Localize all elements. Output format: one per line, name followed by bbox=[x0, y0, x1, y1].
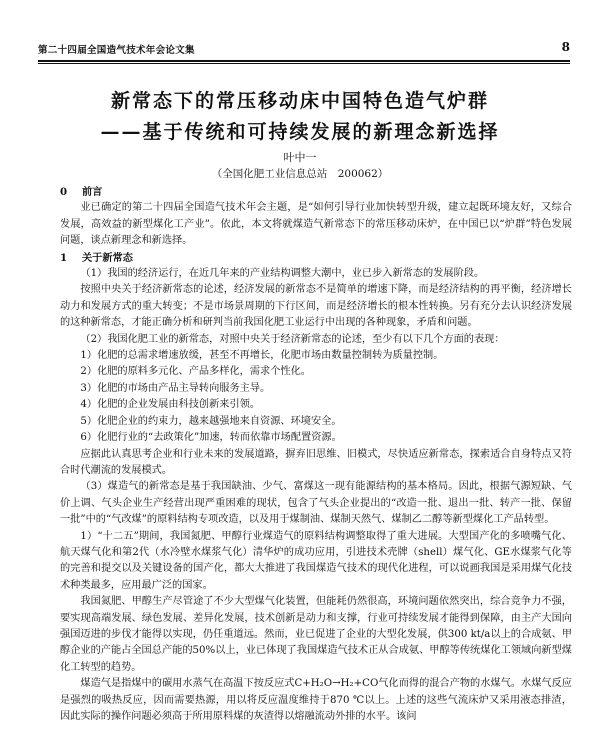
article-body bbox=[60, 184, 572, 725]
page-number: 8 bbox=[561, 40, 570, 54]
paragraph: （1）我国的经济运行，在近几年来的产业结构调整大潮中，业已步入新常态的发展阶段。 bbox=[80, 268, 485, 280]
paragraph: 按照中央关于经济新常态的论述，经济发展的新常态不是简单的增速下降，而是经济结构的再平衡，经济增长动力和发展方式的重大转变；不是市场景周期的下行区间，而是经济增长的根本性转换。另有充分去认识经济发展的这种新常态，才能正确分析和研判当前我国化肥工业运行中出现的各种现象，矛盾和问题。 bbox=[60, 284, 572, 329]
author-name: 叶中一 bbox=[283, 151, 317, 164]
journal-title: 第二十四届全国造气技术年会论文集 bbox=[38, 45, 195, 56]
list-item: 2）化肥的原料多元化、产品多样化，需求个性化。 bbox=[80, 366, 311, 378]
paragraph: 1）“十二五”期间，我国氮肥、甲醇行业煤造气的原料结构调整取得了重大进展。大型国产化的多喷嘴气化、航天煤气化和第2代（水冷壁水煤浆气化）清华炉的成功应用，引进技术壳牌（shell）煤气化、GE水煤浆气化等的完善和提交以及关键设备的国产化，都大大推进了我国煤造气技术的现代化进程，可以说画我国是采用煤气化技术种类最多，应用最广泛的国家。 bbox=[60, 530, 572, 591]
running-header bbox=[38, 42, 570, 58]
section-heading bbox=[60, 184, 572, 200]
section-heading bbox=[60, 250, 572, 266]
section-number: 0 bbox=[60, 186, 68, 198]
paragraph: （3）煤造气的新常态是基于我国缺油、少气、富煤这一现有能源结构的基本格局。因此，根据气源短缺、气价上调、气头企业生产经营出现严重困难的现状，包含了气头企业提出的“改造一批、退出一批、转产一批、保留一批”中的“气改煤”的原料结构专项改造，以及用于煤制油、煤制天然气、煤制乙二醇等新型煤化工产品转型。 bbox=[60, 481, 572, 526]
section-title: 前言 bbox=[82, 186, 103, 198]
list-item: 1）化肥的总需求增速放缓，甚至不再增长，化肥市场由数量控制转为质量控制。 bbox=[80, 350, 444, 362]
paper-title: 新常态下的常压移动床中国特色造气炉群 bbox=[110, 90, 489, 112]
list-item: 4）化肥的企业发展由科技创新来引领。 bbox=[80, 399, 261, 411]
section-number: 1 bbox=[60, 251, 68, 264]
paragraph: 业已确定的第二十四届全国造气技术年会主题，是“如何引导行业加快转型升级，建立起既环境友好，又综合发展，高效益的新型煤化工产业”。依此，本文将就煤造气新常态下的常压移动床炉，在中国已以“炉群”特色发展问题，谈点新理念和新选择。 bbox=[60, 202, 572, 247]
header-rule-thin bbox=[38, 63, 570, 64]
list-item: 6）化肥行业的“去政策化”加速，转而依靠市场配置资源。 bbox=[80, 432, 342, 444]
paragraph: 应据此认真思考企业和行业未来的发展道路，摒弃旧思维、旧模式，尽快适应新常态，探索适合自身特点又符合时代潮流的发展模式。 bbox=[60, 448, 572, 476]
paragraph: 我国氮肥、甲醇生产尽管途了不少大型煤气化装置，但能耗仍然很高，环境问题依然突出，综合竞争力不强，要实现高端发展、绿色发展、差异化发展，技术创新是动力和支撑，行业可持续发展才能得到保障，由主产大国向强国迈进的步伐才能得以实现，仍任重道远。然而，业已促进了企业的大型化发展，供300 kt/a以上的合成氨、甲醇企业的产能占全国总产能的50%以上，业已体现了我国煤造气技术正从合成氨、甲醇等传统煤化工领域向新型煤化工转型的趋势。 bbox=[60, 596, 572, 673]
paragraph: 煤造气是指煤中的碳用水蒸气在高温下按反应式C+H₂O→H₂+CO气化而得的混合产物的水煤气。水煤气反应是强烈的吸热反应，因而需要热源，用以将反应温度维持于870 ℃以上。上述的这些气流床炉又采用液态排渣，因此实际的操作问题必须高于所用原料煤的灰渣得以熔融流动外排的水平。该问 bbox=[60, 678, 572, 722]
paper-subtitle: ——基于传统和可持续发展的新理念新选择 bbox=[100, 121, 500, 143]
list-item: 3）化肥的市场由产品主导转向服务主导。 bbox=[80, 382, 271, 394]
author-affiliation: （全国化肥工业信息总站 200062） bbox=[211, 168, 389, 180]
list-item: 5）化肥企业的约束力，越来越强地来自资源、环境安全。 bbox=[80, 415, 342, 427]
header-rule-thick bbox=[38, 60, 570, 62]
paragraph: （2）我国化肥工业的新常态，对照中央关于经济新常态的论述，至少有以下几个方面的表现： bbox=[80, 333, 505, 345]
section-title: 关于新常态 bbox=[82, 251, 133, 264]
